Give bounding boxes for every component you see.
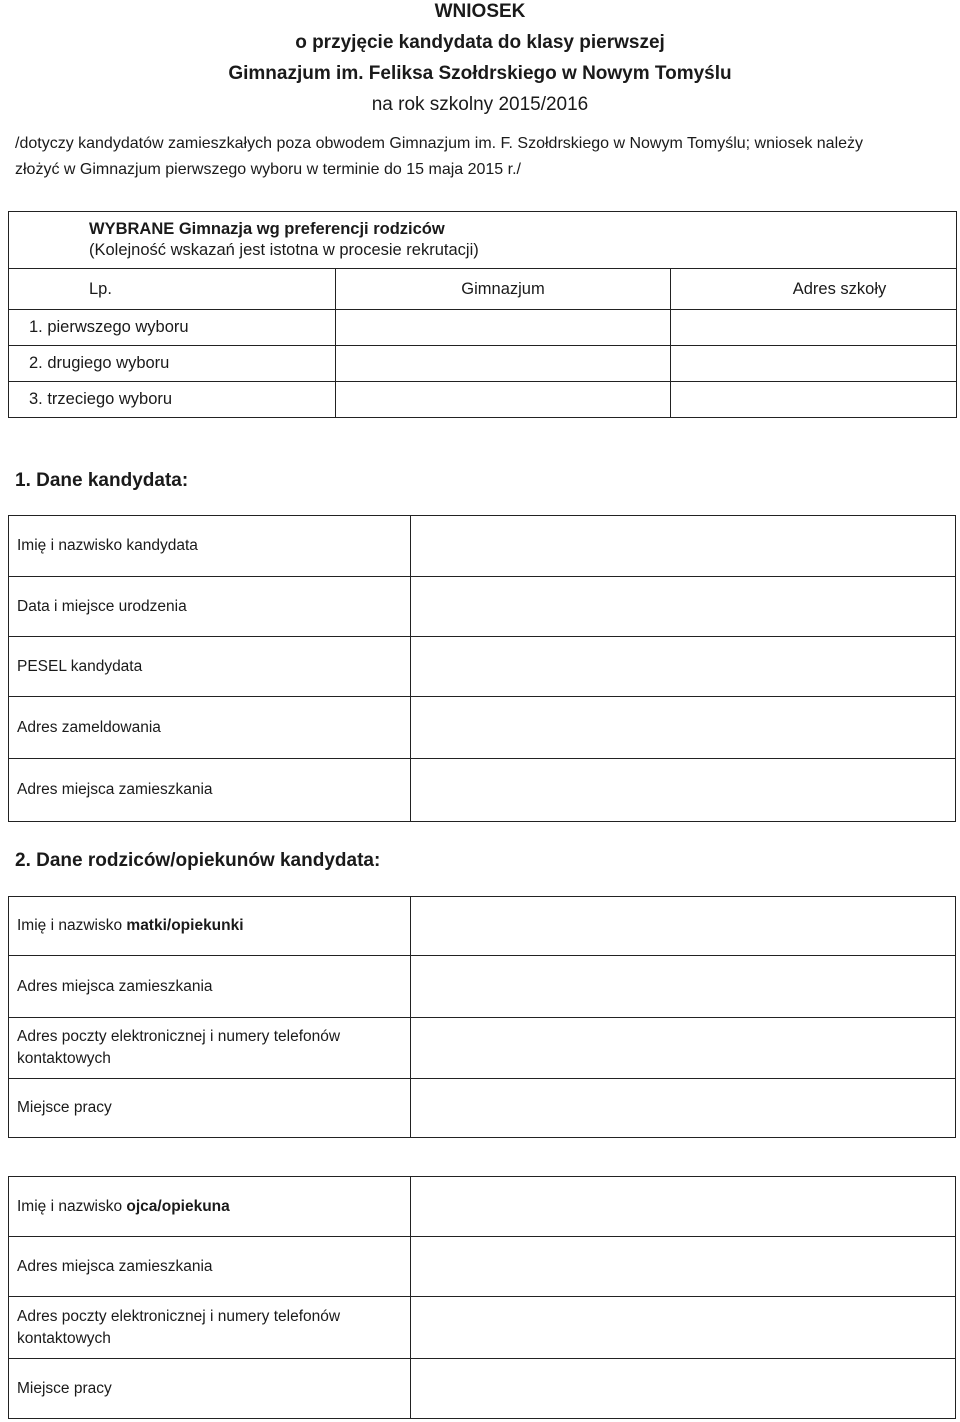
preference-row-label: 1. pierwszego wyboru (9, 310, 336, 346)
mother-contact-label: Adres poczty elektronicznej i numery telefonów kontaktowych (9, 1018, 411, 1079)
preference-address-field[interactable] (671, 310, 957, 346)
candidate-name-label: Imię i nazwisko kandydata (9, 516, 411, 577)
preferences-subheading: (Kolejność wskazań jest istotna w procesie rekrutacji) (89, 241, 479, 259)
intro-note-line2: złożyć w Gimnazjum pierwszego wyboru w terminie do 15 maja 2015 r./ (15, 161, 521, 178)
mother-work-label: Miejsce pracy (9, 1079, 411, 1138)
father-data-table (8, 1176, 956, 1419)
mother-contact-field[interactable] (411, 1018, 956, 1079)
pesel-label: PESEL kandydata (9, 637, 411, 697)
mother-name-label: Imię i nazwisko matki/opiekunki (9, 897, 411, 956)
school-year: na rok szkolny 2015/2016 (371, 94, 589, 115)
preference-address-field[interactable] (671, 346, 957, 382)
father-work-field[interactable] (411, 1359, 956, 1419)
pesel-field[interactable] (411, 637, 956, 697)
mother-data-table (8, 896, 956, 1138)
preference-school-field[interactable] (336, 382, 671, 418)
mother-name-field[interactable] (411, 897, 956, 956)
father-work-label: Miejsce pracy (9, 1359, 411, 1419)
father-name-field[interactable] (411, 1177, 956, 1237)
birth-date-place-field[interactable] (411, 577, 956, 637)
father-contact-label: Adres poczty elektronicznej i numery telefonów kontaktowych (9, 1297, 411, 1359)
registered-address-field[interactable] (411, 697, 956, 759)
col-header-address: Adres szkoły (671, 269, 957, 310)
father-name-label: Imię i nazwisko ojca/opiekuna (9, 1177, 411, 1237)
registered-address-label: Adres zameldowania (9, 697, 411, 759)
preference-address-field[interactable] (671, 382, 957, 418)
school-name: Gimnazjum im. Feliksa Szołdrskiego w Nowym Tomyślu (228, 63, 732, 84)
father-address-label: Adres miejsca zamieszkania (9, 1237, 411, 1297)
preference-school-field[interactable] (336, 346, 671, 382)
preference-row-label: 3. trzeciego wyboru (9, 382, 336, 418)
father-address-field[interactable] (411, 1237, 956, 1297)
residence-address-field[interactable] (411, 759, 956, 822)
form-title: WNIOSEK (434, 1, 526, 22)
mother-work-field[interactable] (411, 1079, 956, 1138)
mother-address-label: Adres miejsca zamieszkania (9, 956, 411, 1018)
preference-school-field[interactable] (336, 310, 671, 346)
section-candidate-title: 1. Dane kandydata: (15, 470, 189, 491)
candidate-data-table (8, 515, 956, 822)
birth-date-place-label: Data i miejsce urodzenia (9, 577, 411, 637)
col-header-lp: Lp. (9, 269, 336, 310)
school-preferences-table (8, 211, 957, 418)
preferences-heading: WYBRANE Gimnazja wg preferencji rodziców (89, 220, 445, 238)
candidate-name-field[interactable] (411, 516, 956, 577)
father-contact-field[interactable] (411, 1297, 956, 1359)
col-header-school: Gimnazjum (336, 269, 671, 310)
form-subtitle: o przyjęcie kandydata do klasy pierwszej (295, 32, 665, 53)
residence-address-label: Adres miejsca zamieszkania (9, 759, 411, 822)
section-parents-title: 2. Dane rodziców/opiekunów kandydata: (15, 850, 381, 871)
mother-address-field[interactable] (411, 956, 956, 1018)
intro-note-line1: /dotyczy kandydatów zamieszkałych poza obwodem Gimnazjum im. F. Szołdrskiego w Nowym Tomyślu; wniosek należy (15, 135, 864, 152)
preferences-heading-cell (9, 212, 957, 269)
preference-row-label: 2. drugiego wyboru (9, 346, 336, 382)
